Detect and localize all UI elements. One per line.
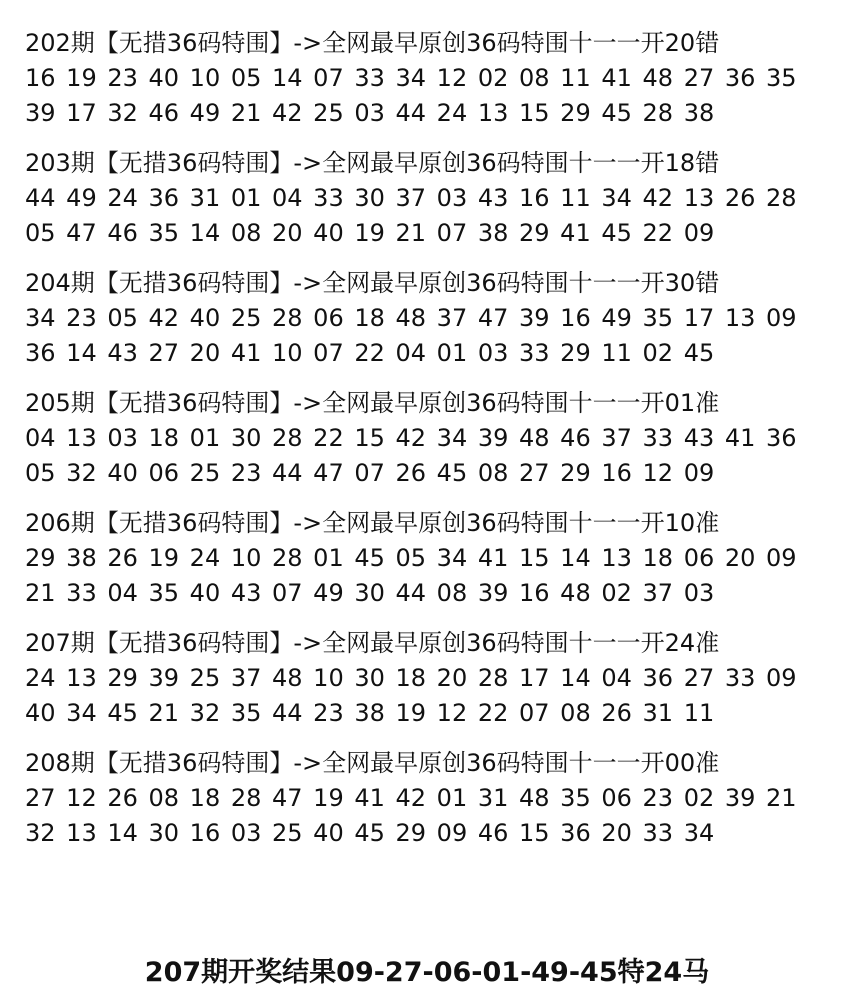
draw-result-caption: 207期开奖结果09-27-06-01-49-45特24马 (144, 957, 710, 988)
period-entry-202 (25, 26, 835, 131)
number-row: 05 47 46 35 14 08 20 40 19 21 07 38 29 41 45 22 09 (25, 219, 715, 247)
entry-header: 202期【无措36码特围】->全网最早原创36码特围十一一开20错 (25, 29, 720, 57)
entry-header: 208期【无措36码特围】->全网最早原创36码特围十一一开00准 (25, 749, 720, 777)
number-row: 39 17 32 46 49 21 42 25 03 44 24 13 15 29 45 28 38 (25, 99, 715, 127)
entry-header: 204期【无措36码特围】->全网最早原创36码特围十一一开30错 (25, 269, 720, 297)
number-row: 24 13 29 39 25 37 48 10 30 18 20 28 17 14 04 36 27 33 09 (25, 664, 797, 692)
entry-header: 203期【无措36码特围】->全网最早原创36码特围十一一开18错 (25, 149, 720, 177)
number-row: 34 23 05 42 40 25 28 06 18 48 37 47 39 16 49 35 17 13 09 (25, 304, 797, 332)
number-row: 40 34 45 21 32 35 44 23 38 19 12 22 07 08 26 31 11 (25, 699, 715, 727)
number-row: 36 14 43 27 20 41 10 07 22 04 01 03 33 29 11 02 45 (25, 339, 715, 367)
period-entry-206 (25, 506, 835, 611)
number-row: 21 33 04 35 40 43 07 49 30 44 08 39 16 48 02 37 03 (25, 579, 715, 607)
number-row: 04 13 03 18 01 30 28 22 15 42 34 39 48 46 37 33 43 41 36 (25, 424, 797, 452)
number-row: 05 32 40 06 25 23 44 47 07 26 45 08 27 29 16 12 09 (25, 459, 715, 487)
prediction-list (25, 26, 835, 866)
number-row: 29 38 26 19 24 10 28 01 45 05 34 41 15 14 13 18 06 20 09 (25, 544, 797, 572)
period-entry-205 (25, 386, 835, 491)
entry-header: 205期【无措36码特围】->全网最早原创36码特围十一一开01准 (25, 389, 720, 417)
entry-header: 206期【无措36码特围】->全网最早原创36码特围十一一开10准 (25, 509, 720, 537)
number-row: 44 49 24 36 31 01 04 33 30 37 03 43 16 11 34 42 13 26 28 (25, 184, 797, 212)
period-entry-203 (25, 146, 835, 251)
number-row: 27 12 26 08 18 28 47 19 41 42 01 31 48 35 06 23 02 39 21 (25, 784, 797, 812)
number-row: 16 19 23 40 10 05 14 07 33 34 12 02 08 11 41 48 27 36 35 (25, 64, 797, 92)
period-entry-208 (25, 746, 835, 851)
number-row: 32 13 14 30 16 03 25 40 45 29 09 46 15 36 20 33 34 (25, 819, 715, 847)
period-entry-204 (25, 266, 835, 371)
entry-header: 207期【无措36码特围】->全网最早原创36码特围十一一开24准 (25, 629, 720, 657)
period-entry-207 (25, 626, 835, 731)
